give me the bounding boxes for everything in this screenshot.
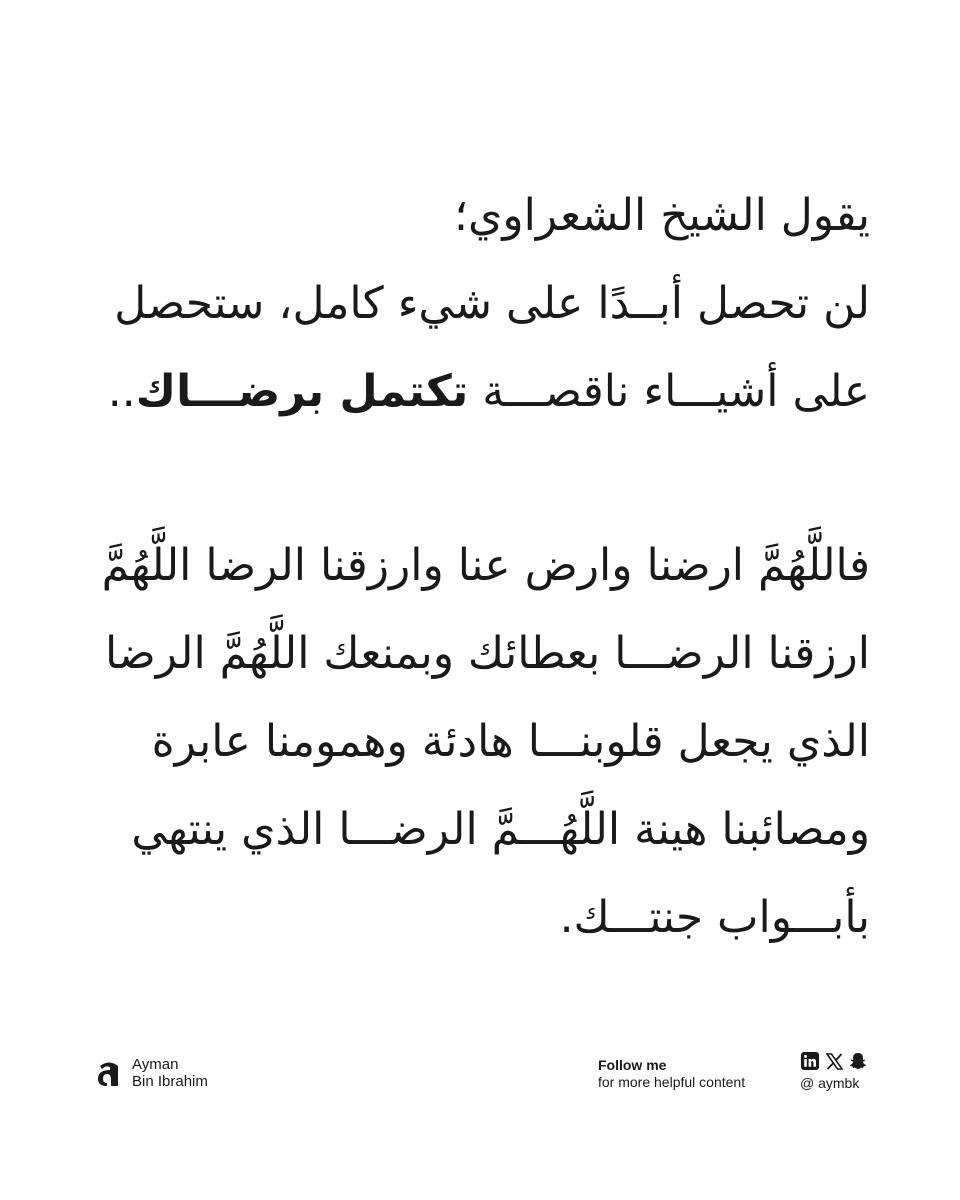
snapchat-icon[interactable] bbox=[848, 1051, 868, 1071]
brand bbox=[96, 1056, 208, 1090]
brand-name-line-1: Ayman bbox=[132, 1056, 179, 1073]
quote-line-3 bbox=[70, 348, 870, 436]
linkedin-icon[interactable] bbox=[800, 1051, 820, 1071]
brand-logo-icon bbox=[96, 1058, 122, 1088]
follow-cta bbox=[598, 1057, 745, 1091]
quote-emphasis: تكتمل برضـــاك bbox=[135, 366, 469, 417]
follow-subtitle: for more helpful content bbox=[598, 1074, 746, 1090]
follow-title: Follow me bbox=[598, 1057, 667, 1073]
quote-line-3-end: .. bbox=[107, 366, 136, 417]
social-icons bbox=[800, 1050, 868, 1072]
x-icon[interactable] bbox=[824, 1051, 844, 1071]
quote-line-3-start: على أشيـــاء ناقصـــة bbox=[468, 366, 870, 417]
brand-name-line-2: Bin Ibrahim bbox=[132, 1073, 208, 1090]
quote-line-1: يقول الشيخ الشعراوي؛ bbox=[453, 190, 870, 241]
quote-intro bbox=[70, 172, 870, 436]
dua-line-3: الذي يجعل قلوبنـــا هادئة وهمومنا عابرة bbox=[151, 716, 870, 767]
social-links bbox=[800, 1050, 868, 1091]
social-handle[interactable]: @ aymbk bbox=[800, 1075, 860, 1091]
quote-line-2: لن تحصل أبــدًا على شيء كامل، ستحصل bbox=[114, 278, 870, 329]
dua-line-2: ارزقنا الرضـــا بعطائك وبمنعك اللَّهُمَّ الرضا bbox=[105, 628, 870, 679]
dua-line-5: بأبـــواب جنتـــك. bbox=[559, 892, 870, 943]
dua-line-4: ومصائبنا هينة اللَّهُـــمَّ الرضـــا الذي ينتهي bbox=[131, 804, 870, 855]
dua-block bbox=[70, 522, 870, 962]
brand-name bbox=[132, 1056, 208, 1090]
dua-line-1: فاللَّهُمَّ ارضنا وارض عنا وارزقنا الرضا اللَّهُمَّ bbox=[101, 540, 870, 591]
